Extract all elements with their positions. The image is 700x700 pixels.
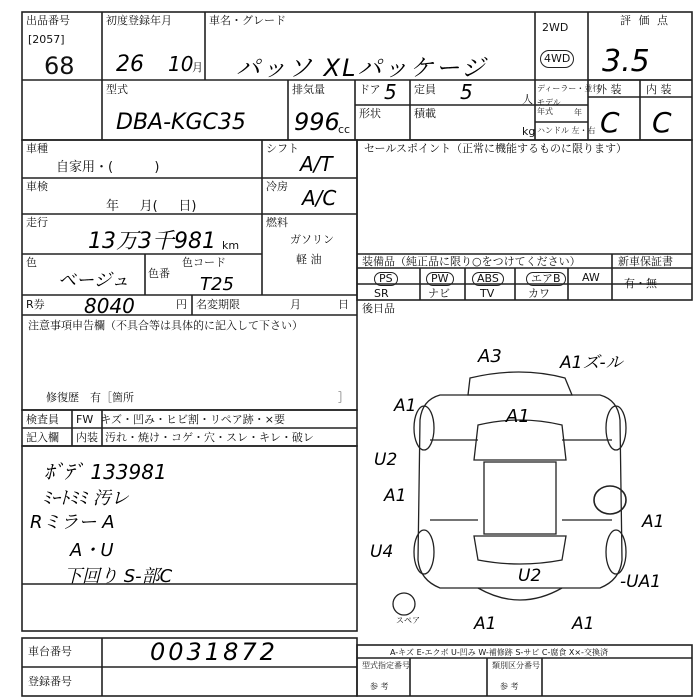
- later-items-label: 後日品: [362, 302, 395, 315]
- note-line-3: Rミラー A: [30, 512, 115, 533]
- equip-airbag: エアB: [526, 272, 566, 286]
- notes-label: 注意事項申告欄（不具合等は具体的に記入して下さい）: [28, 319, 303, 332]
- ac-label: 冷房: [266, 180, 288, 193]
- name-change-label: 名変期限: [196, 298, 240, 311]
- repair-label: 修復歴 有［箇所: [46, 391, 134, 404]
- color-code-value: T25: [200, 274, 234, 295]
- note-line-5: 下回り S-部C: [64, 566, 173, 587]
- interior-grade: C: [652, 106, 672, 139]
- recycle-value: 8040: [84, 294, 135, 318]
- drive-value: 4WD: [540, 50, 574, 68]
- lot-number: 68: [44, 52, 75, 80]
- model-label: 型式: [106, 83, 128, 96]
- interior-label: 内 装: [646, 83, 672, 96]
- color-number-label: 色番: [148, 267, 170, 280]
- color-code-label: 色コード: [182, 256, 226, 269]
- fuel-diesel: 軽 油: [296, 253, 322, 266]
- ac-value: A/C: [302, 186, 337, 210]
- mark-a1-roof: A1ズ-ル: [560, 353, 623, 373]
- shift-label: シフト: [266, 142, 299, 155]
- mark-a1-hood: A1: [506, 406, 530, 427]
- grade-label: 評 価 点: [620, 14, 670, 27]
- equip-tv: TV: [480, 287, 495, 300]
- mileage-label: 走行: [26, 216, 48, 229]
- shift-value: A/T: [300, 152, 333, 176]
- reference-1: 参 考: [370, 682, 389, 691]
- equipment-label: 装備品（純正品に限り○をつけてください）: [362, 255, 581, 268]
- mark-a3: A3: [478, 346, 502, 367]
- mark-u2-left: U2: [374, 450, 398, 470]
- damage-legend: A-キズ E-エクボ U-凹み W-補修跡 S-サビ C-腐食 X×-交換済: [390, 648, 608, 657]
- load-label: 積載: [414, 107, 436, 120]
- note-line-1: ﾎﾞﾃﾞ 133981: [44, 460, 167, 484]
- door-value: 5: [384, 80, 397, 104]
- recorder-label: 記入欄: [26, 431, 59, 444]
- recycle-label: R券: [26, 298, 45, 311]
- registration-year: 26: [116, 52, 144, 77]
- chassis-value: 0031872: [150, 638, 278, 666]
- mark-a1-right: A1: [642, 512, 665, 532]
- capacity-value: 5: [460, 80, 473, 104]
- recycle-unit: 円: [176, 298, 187, 311]
- model-year-label: モデル 年式: [537, 98, 561, 116]
- mileage-unit: km: [222, 239, 240, 252]
- spare-label: スペア: [396, 616, 420, 625]
- mark-ua1: -UA1: [620, 572, 662, 592]
- displacement-value: 996: [294, 108, 340, 136]
- mark-u4: U4: [370, 542, 394, 562]
- chassis-label: 車台番号: [28, 645, 72, 658]
- classification-label: 類別区分番号: [492, 661, 540, 670]
- capacity-unit: 人: [522, 93, 533, 106]
- grade-value: 3.5: [602, 44, 650, 79]
- equip-leather: カワ: [528, 287, 550, 300]
- inspector-label: 検査員: [26, 413, 59, 426]
- name-change-day: 日: [338, 298, 349, 311]
- handle-label: ハンドル 左・右: [537, 126, 596, 135]
- note-line-2: ﾐｰﾄﾐﾐ 汚レ: [42, 488, 129, 509]
- usage-value: 自家用・( ): [56, 160, 160, 175]
- equip-sr: SR: [374, 287, 389, 300]
- reference-2: 参 考: [500, 682, 519, 691]
- color-value: ベージュ: [58, 270, 130, 291]
- inspection-label: 車検: [26, 180, 48, 193]
- drive-label: 2WD: [542, 21, 569, 34]
- mark-a1-rear-left: A1: [474, 614, 497, 634]
- usage-label: 車種: [26, 142, 48, 155]
- car-name-label: 車名・グレード: [209, 14, 286, 27]
- door-label: ドア: [359, 83, 381, 96]
- equip-abs: ABS: [472, 272, 504, 286]
- registration-label: 初度登録年月: [106, 14, 172, 27]
- exterior-grade: C: [600, 106, 620, 139]
- equip-ps: PS: [374, 272, 398, 286]
- mark-u2-rear: U2: [518, 566, 542, 586]
- displacement-label: 排気量: [292, 83, 325, 96]
- mileage-value: 13万3千981: [88, 229, 216, 254]
- warranty-label: 新車保証書: [618, 255, 673, 268]
- lot-code: [2057]: [28, 33, 65, 46]
- displacement-unit: cc: [338, 123, 351, 136]
- year-unit: 年: [574, 108, 582, 117]
- fuel-label: 燃料: [266, 216, 288, 229]
- shape-label: 形状: [359, 107, 381, 120]
- load-unit: kg: [522, 125, 536, 138]
- warranty-value: 有・無: [624, 277, 657, 290]
- model-value: DBA-KGC35: [116, 110, 246, 135]
- exterior-label: 外 装: [596, 83, 622, 96]
- fuel-gasoline: ガソリン: [290, 233, 334, 246]
- dealer-label: ディーラー・並行: [537, 84, 601, 93]
- note-line-4: A・U: [70, 540, 114, 561]
- equip-navi: ナビ: [428, 287, 450, 300]
- month-unit: 月: [192, 61, 203, 74]
- registration-number-label: 登録番号: [28, 675, 72, 688]
- equip-aw: AW: [582, 271, 600, 284]
- mark-a1-front-left: A1: [394, 396, 417, 416]
- type-designation-label: 型式指定番号: [362, 661, 410, 670]
- car-name-value: パッソ XLパッケージ: [236, 54, 487, 82]
- color-label: 色: [26, 256, 37, 269]
- repair-end: ］: [338, 391, 349, 404]
- selling-points-label: セールスポイント（正常に機能するものに限ります）: [364, 142, 628, 155]
- lot-label: 出品番号: [26, 14, 70, 27]
- recorder-codes: 内装 汚れ・焼け・コゲ・穴・スレ・キレ・破レ: [76, 431, 314, 444]
- mark-a1-rear-right: A1: [572, 614, 595, 634]
- mark-a1-left-door: A1: [384, 486, 407, 506]
- equip-pw: PW: [426, 272, 454, 286]
- name-change-month: 月: [290, 298, 301, 311]
- capacity-label: 定員: [414, 83, 436, 96]
- inspector-codes: FW キズ・凹み・ヒビ割・リペア跡・×要: [76, 413, 285, 426]
- registration-month: 10: [168, 52, 194, 76]
- inspection-value: 年 月( 日): [106, 199, 197, 214]
